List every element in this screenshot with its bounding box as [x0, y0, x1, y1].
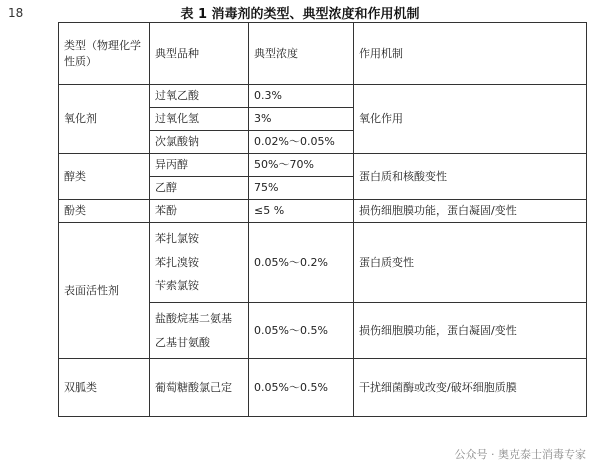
variety-cell: 乙醇: [150, 177, 249, 200]
concentration-cell: 0.05%～0.5%: [249, 303, 354, 359]
watermark: 公众号 · 奥克泰士消毒专家: [451, 444, 591, 464]
header-mechanism: 作用机制: [354, 23, 587, 85]
concentration-cell: 3%: [249, 108, 354, 131]
type-cell: 双胍类: [59, 359, 150, 417]
header-concentration: 典型浓度: [249, 23, 354, 85]
type-cell: 氧化剂: [59, 85, 150, 154]
variety-cell: 过氧化氢: [150, 108, 249, 131]
type-cell: 酚类: [59, 200, 150, 223]
mechanism-cell: 损伤细胞膜功能，蛋白凝固/变性: [354, 200, 587, 223]
variety-line: 盐酸烷基二氨基: [155, 311, 232, 325]
concentration-cell: ≤5 %: [249, 200, 354, 223]
variety-cell: 次氯酸钠: [150, 131, 249, 154]
table-row: [59, 223, 587, 303]
variety-line: 苯扎氯铵: [155, 231, 199, 245]
mechanism-cell: 损伤细胞膜功能，蛋白凝固/变性: [354, 303, 587, 359]
concentration-cell: 0.02%～0.05%: [249, 131, 354, 154]
page-number: 18: [8, 6, 24, 20]
mechanism-cell: 蛋白质和核酸变性: [354, 154, 587, 200]
table-row: [59, 85, 587, 108]
type-cell: 表面活性剂: [59, 223, 150, 359]
concentration-cell: 0.05%～0.5%: [249, 359, 354, 417]
mechanism-cell: 干扰细菌酶或改变/破坏细胞质膜: [354, 359, 587, 417]
variety-cell: 异丙醇: [150, 154, 249, 177]
mechanism-cell: 氧化作用: [354, 85, 587, 154]
type-cell: 醇类: [59, 154, 150, 200]
table-caption: 表 1 消毒剂的类型、典型浓度和作用机制: [180, 7, 420, 22]
concentration-cell: 0.05%～0.2%: [249, 223, 354, 303]
concentration-cell: 0.3%: [249, 85, 354, 108]
disinfectant-table: [58, 22, 587, 417]
variety-line: 苯扎溴铵: [155, 255, 199, 269]
variety-cell: 苯酚: [150, 200, 249, 223]
variety-cell: 葡萄糖酸氯己定: [150, 359, 249, 417]
concentration-cell: 75%: [249, 177, 354, 200]
variety-cell: [150, 223, 249, 303]
mechanism-cell: 蛋白质变性: [354, 223, 587, 303]
variety-cell: [150, 303, 249, 359]
variety-line: 乙基甘氨酸: [155, 335, 210, 349]
variety-line: 苄索氯铵: [155, 279, 199, 293]
table-row: [59, 154, 587, 177]
table-row: [59, 200, 587, 223]
table-header-row: [59, 23, 587, 85]
header-variety: 典型品种: [150, 23, 249, 85]
variety-cell: 过氧乙酸: [150, 85, 249, 108]
concentration-cell: 50%～70%: [249, 154, 354, 177]
header-type: 类型（物理化学性质）: [59, 23, 150, 85]
table-row: [59, 359, 587, 417]
